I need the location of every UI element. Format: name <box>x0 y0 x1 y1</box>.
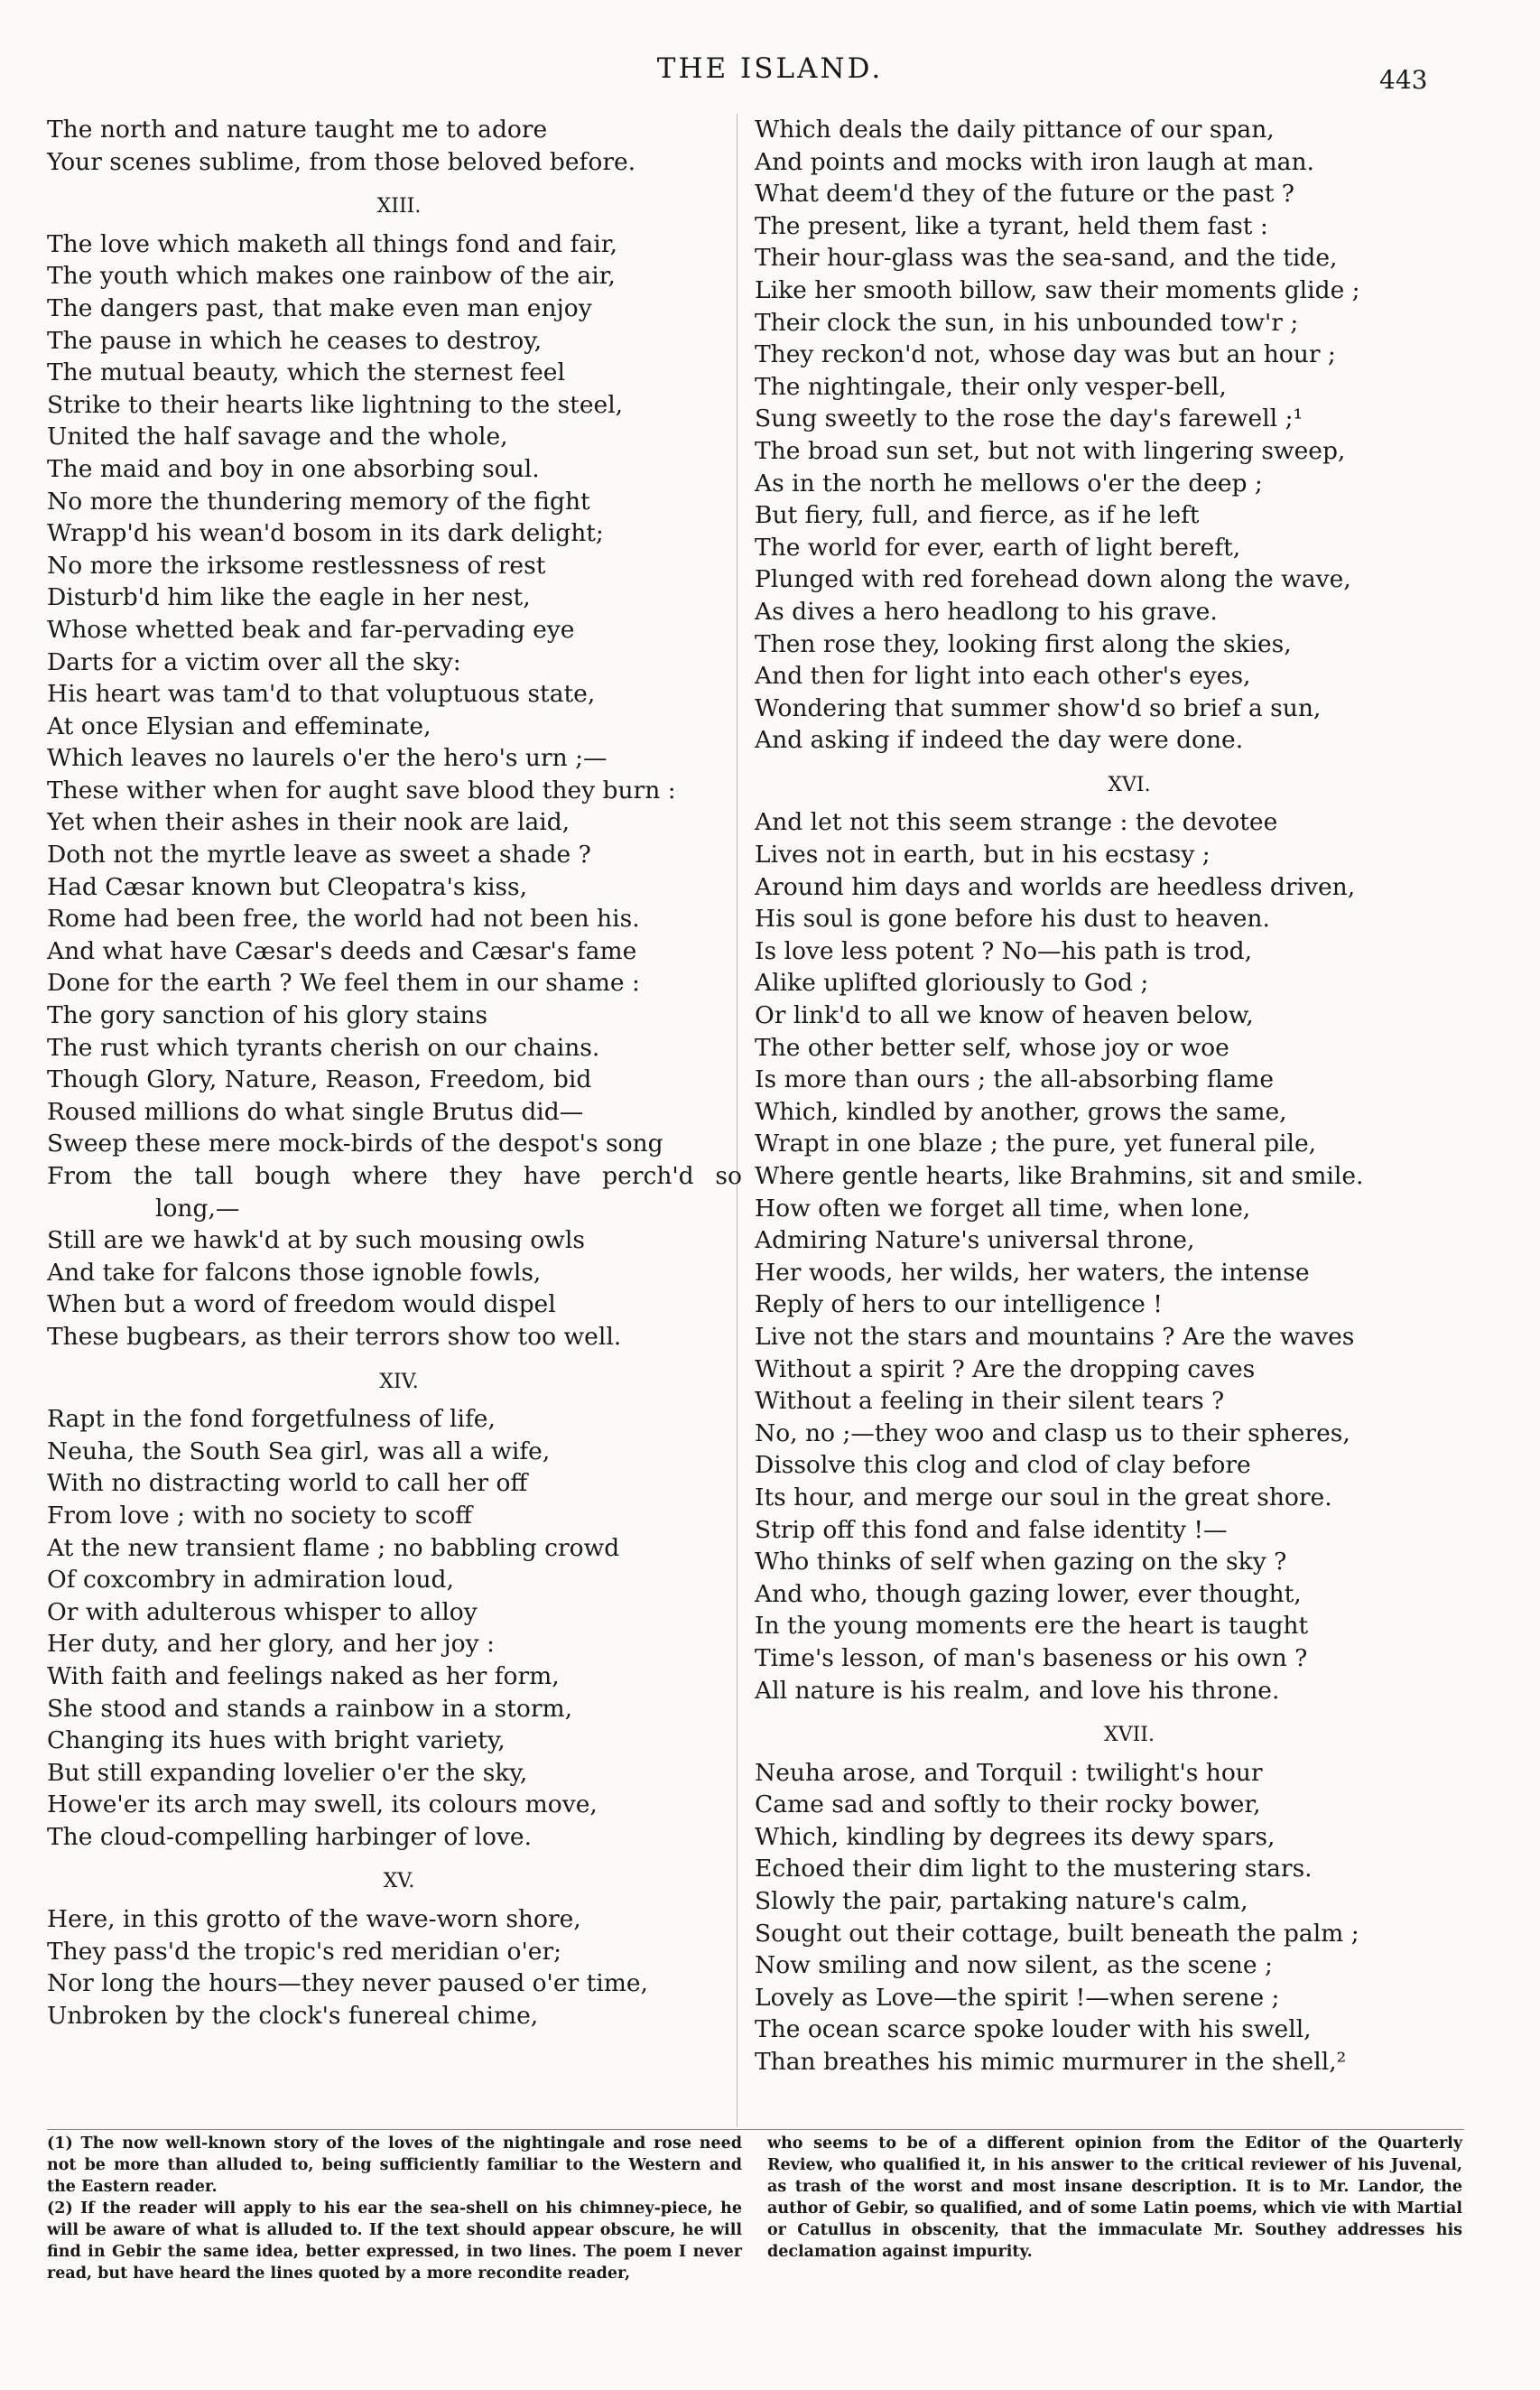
verse-line: Her duty, and her glory, and her joy : <box>47 1630 495 1659</box>
stanza-17 <box>755 1757 1504 2078</box>
verse-line: How often we forget all time, when lone, <box>755 1194 1251 1223</box>
verse-line: The gory sanction of his glory stains <box>47 1001 488 1030</box>
verse-line: Lives not in earth, but in his ecstasy ; <box>755 841 1211 870</box>
stanza-16 <box>755 806 1504 1706</box>
verse-line: Disturb'd him like the eagle in her nest, <box>47 583 531 612</box>
stanza-number: XVI. <box>1108 773 1151 796</box>
verse-line: His heart was tam'd to that voluptuous state, <box>47 680 596 709</box>
verse-line: Nor long the hours—they never paused o'er time, <box>47 1969 648 1998</box>
verse-line: Wondering that summer show'd so brief a sun, <box>755 693 1322 722</box>
verse-line: No more the thundering memory of the fight <box>47 487 590 516</box>
verse-line: Than breathes his mimic murmurer in the shell,² <box>755 2048 1347 2077</box>
verse-line: Howe'er its arch may swell, its colours move, <box>47 1790 598 1819</box>
verse-line: They pass'd the tropic's red meridian o'er; <box>47 1937 562 1966</box>
verse-line: She stood and stands a rainbow in a storm, <box>47 1694 573 1723</box>
verse-line: At the new transient flame ; no babbling crowd <box>47 1533 620 1562</box>
verse-line: The ocean scarce spoke louder with his swell, <box>755 2015 1312 2044</box>
verse-line: Changing its hues with bright variety, <box>47 1726 506 1755</box>
footnote-1: (1) The now well-known story of the loves of the nightingale and rose need not be more than alluded to, being sufficiently familiar to the Western and the Eastern reader. <box>47 2134 742 2196</box>
verse-line: These bugbears, as their terrors show too well. <box>47 1322 622 1351</box>
verse-line: And what have Cæsar's deeds and Cæsar's fame <box>47 936 637 965</box>
verse-line: Slowly the pair, partaking nature's calm, <box>755 1887 1248 1916</box>
verse-line: Or link'd to all we know of heaven below, <box>755 1001 1254 1030</box>
footnotes-left <box>47 2133 742 2284</box>
footnote-2: (2) If the reader will apply to his ear the sea-shell on his chimney-piece, he will be aware of what is alluded to. If the text should appear obscure, he will find in Gebir the same idea, better expressed, in two lines. The poem I never read, but have heard the lines quoted by a more recondite reader, <box>47 2199 742 2283</box>
verse-line: The dangers past, that make even man enjoy <box>47 293 592 322</box>
verse-line: Time's lesson, of man's baseness or his own ? <box>755 1643 1308 1672</box>
stanza-number: XIV. <box>379 1370 419 1393</box>
verse-line: And take for falcons those ignoble fowls, <box>47 1258 542 1287</box>
verse-line: Still are we hawk'd at by such mousing owls <box>47 1226 585 1255</box>
verse-line: And points and mocks with iron laugh at man. <box>755 147 1314 176</box>
verse-line: Of coxcombry in admiration loud, <box>47 1566 454 1595</box>
verse-line: Here, in this grotto of the wave-worn shore, <box>47 1905 581 1934</box>
verse-line: The broad sun set, but not with lingering sweep, <box>755 436 1346 465</box>
verse-line: Who thinks of self when gazing on the sky ? <box>755 1548 1287 1576</box>
verse-line: These wither when for aught save blood they burn : <box>47 776 676 804</box>
verse-line: They reckon'd not, whose day was but an hour ; <box>755 340 1336 369</box>
verse-line: United the half savage and the whole, <box>47 423 508 451</box>
verse-line: The present, like a tyrant, held them fast : <box>755 211 1268 240</box>
verse-line: Now smiling and now silent, as the scene ; <box>755 1951 1273 1980</box>
verse-line: Which leaves no laurels o'er the hero's urn ;— <box>47 744 608 773</box>
verse-line: Had Cæsar known but Cleopatra's kiss, <box>47 872 528 901</box>
verse-line: The mutual beauty, which the sternest feel <box>47 358 565 387</box>
verse-line: The world for ever, earth of light bereft, <box>755 533 1241 562</box>
verse-line: Without a feeling in their silent tears ? <box>755 1387 1225 1416</box>
verse-line: Around him days and worlds are heedless driven, <box>755 872 1356 901</box>
verse-line: Neuha arose, and Torquil : twilight's hour <box>755 1758 1263 1787</box>
verse-line: As in the north he mellows o'er the deep ; <box>755 469 1263 498</box>
verse-line: From the tall bough where they have perch'd so <box>47 1162 742 1190</box>
verse-line: Strike to their hearts like lightning to the steel, <box>47 390 624 419</box>
verse-line: Sung sweetly to the rose the day's farewell ;¹ <box>755 405 1303 433</box>
verse-line: Wrapt in one blaze ; the pure, yet funeral pile, <box>755 1130 1317 1158</box>
verse-line: His soul is gone before his dust to heaven. <box>755 905 1270 934</box>
verse-line: Dissolve this clog and clod of clay before <box>755 1451 1251 1480</box>
verse-line: And asking if indeed the day were done. <box>755 726 1244 755</box>
stanza-number: XIII. <box>376 195 422 219</box>
verse-line: Rapt in the fond forgetfulness of life, <box>47 1405 496 1434</box>
verse-line: What deem'd they of the future or the past ? <box>755 180 1294 209</box>
verse-line: From love ; with no society to scoff <box>47 1501 473 1530</box>
verse-line: Reply of hers to our intelligence ! <box>755 1290 1163 1319</box>
verse-line: Or with adulterous whisper to alloy <box>47 1597 478 1626</box>
verse-line: Like her smooth billow, saw their moments glide ; <box>755 275 1360 304</box>
verse-line: Sought out their cottage, built beneath the palm ; <box>755 1919 1359 1948</box>
right-column <box>755 114 1504 2078</box>
verse-line: With faith and feelings naked as her form, <box>47 1661 560 1690</box>
verse-line: Admiring Nature's universal throne, <box>755 1226 1195 1255</box>
left-column <box>47 114 751 2032</box>
stanza-13 <box>47 228 751 1353</box>
verse-line: Sweep these mere mock-birds of the despot's song <box>47 1130 663 1158</box>
verse-line: Echoed their dim light to the mustering stars. <box>755 1855 1313 1883</box>
continuation-lines <box>755 114 1504 757</box>
footnote-rule <box>47 2129 1464 2130</box>
verse-line: The love which maketh all things fond and fair, <box>47 229 617 258</box>
verse-line: Is love less potent ? No—his path is trod, <box>755 936 1253 965</box>
verse-line: Rome had been free, the world had not been his. <box>47 905 640 934</box>
verse-line: Your scenes sublime, from those beloved before. <box>47 147 636 176</box>
stanza-number: XVII. <box>1104 1724 1155 1747</box>
footnote-2-continued: who seems to be of a different opinion from the Editor of the Quarterly Review, who qualified it, in his answer to the critical reviewer of his Juvenal, as trash of the worst and most insane description. It is to Mr. Landor, the author of Gebir, so qualified, and of some Latin poems, which vie with Martial or Catullus in obscenity, that the immaculate Mr. Southey addresses his declamation against impurity. <box>767 2134 1462 2261</box>
verse-line: Its hour, and merge our soul in the great shore. <box>755 1483 1332 1511</box>
verse-line: The youth which makes one rainbow of the air, <box>47 262 616 291</box>
verse-line: Live not the stars and mountains ? Are the waves <box>755 1322 1355 1351</box>
verse-line: Their clock the sun, in his unbounded tow'r ; <box>755 308 1299 337</box>
verse-line: Came sad and softly to their rocky bower, <box>755 1790 1261 1819</box>
verse-line: All nature is his realm, and love his throne. <box>755 1676 1280 1705</box>
footnotes-right <box>767 2133 1462 2263</box>
verse-line: With no distracting world to call her off <box>47 1469 528 1498</box>
verse-line: The nightingale, their only vesper-bell, <box>755 372 1227 401</box>
verse-line: Yet when their ashes in their nook are laid, <box>47 808 571 837</box>
verse-line: No, no ;—they woo and clasp us to their spheres, <box>755 1418 1350 1447</box>
verse-line: And then for light into each other's eyes, <box>755 662 1251 691</box>
verse-line: long,— <box>155 1194 240 1223</box>
verse-line: The maid and boy in one absorbing soul. <box>47 454 540 483</box>
verse-line: Which deals the daily pittance of our span, <box>755 116 1275 144</box>
verse-line: Strip off this fond and false identity !— <box>755 1515 1228 1544</box>
verse-line: Her woods, her wilds, her waters, the intense <box>755 1258 1310 1287</box>
verse-line: The cloud-compelling harbinger of love. <box>47 1822 533 1851</box>
verse-line: Roused millions do what single Brutus did— <box>47 1097 584 1126</box>
verse-line: Alike uplifted gloriously to God ; <box>755 969 1149 998</box>
verse-line: Plunged with red forehead down along the wave, <box>755 565 1351 594</box>
verse-line: Which, kindling by degrees its dewy spars, <box>755 1822 1276 1851</box>
verse-line: Wrapp'd his wean'd bosom in its dark delight; <box>47 519 604 548</box>
verse-line: When but a word of freedom would dispel <box>47 1290 556 1319</box>
stanza-15 <box>47 1903 751 2032</box>
verse-line: And let not this seem strange : the devotee <box>755 808 1278 837</box>
verse-line: Is more than ours ; the all-absorbing flame <box>755 1065 1275 1094</box>
verse-line: No more the irksome restlessness of rest <box>47 551 546 580</box>
verse-line: Lovely as Love—the spirit !—when serene ; <box>755 1983 1280 2012</box>
verse-line: At once Elysian and effeminate, <box>47 711 431 740</box>
verse-line: The north and nature taught me to adore <box>47 116 548 144</box>
verse-line: The rust which tyrants cherish on our chains. <box>47 1033 600 1062</box>
verse-line: Neuha, the South Sea girl, was all a wife, <box>47 1437 551 1465</box>
verse-line: Which, kindled by another, grows the same, <box>755 1097 1287 1126</box>
page-number: 443 <box>1379 65 1428 95</box>
verse-line: The other better self, whose joy or woe <box>755 1033 1229 1062</box>
verse-line: Darts for a victim over all the sky: <box>47 647 461 676</box>
opening-lines <box>47 114 751 178</box>
verse-line: The pause in which he ceases to destroy, <box>47 326 543 355</box>
verse-line: As dives a hero headlong to his grave. <box>755 597 1218 626</box>
stanza-number: XV. <box>383 1870 415 1893</box>
verse-line: Done for the earth ? We feel them in our shame : <box>47 969 640 998</box>
verse-line: Though Glory, Nature, Reason, Freedom, bid <box>47 1065 592 1094</box>
verse-line: Where gentle hearts, like Brahmins, sit and smile. <box>755 1162 1364 1190</box>
verse-line: But still expanding lovelier o'er the sky, <box>47 1758 528 1787</box>
verse-line: In the young moments ere the heart is taught <box>755 1612 1309 1641</box>
stanza-14 <box>47 1403 751 1853</box>
verse-line: Unbroken by the clock's funereal chime, <box>47 2001 539 2030</box>
verse-line: And who, though gazing lower, ever thought, <box>755 1579 1302 1608</box>
verse-line: Then rose they, looking first along the skies, <box>755 629 1292 658</box>
running-title: THE ISLAND. <box>656 52 884 85</box>
verse-line: Whose whetted beak and far-pervading eye <box>47 615 575 644</box>
verse-line: Doth not the myrtle leave as sweet a shade ? <box>47 841 591 870</box>
verse-line: Their hour-glass was the sea-sand, and the tide, <box>755 244 1338 273</box>
verse-line: But fiery, full, and fierce, as if he left <box>755 501 1200 530</box>
verse-line: Without a spirit ? Are the dropping caves <box>755 1354 1256 1383</box>
